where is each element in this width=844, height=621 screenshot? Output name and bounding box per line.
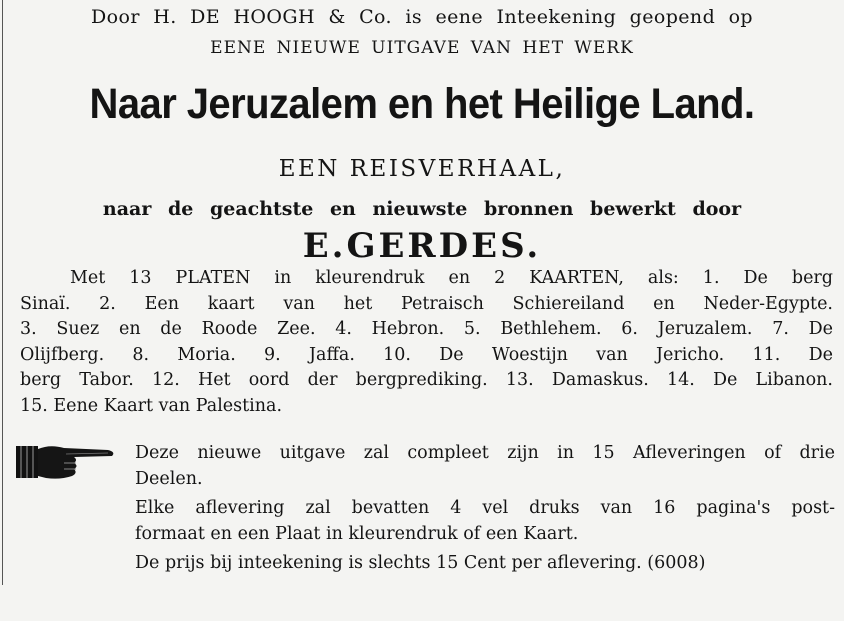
price-line: De prijs bij inteekening is slechts 15 Cent per aflevering. (6008): [135, 553, 706, 573]
note-line: Elke aflevering zal bevatten 4 vel druks van 16 pagina's post-: [135, 498, 835, 518]
notes-block: [135, 441, 835, 577]
author-name: E.GERDES.: [302, 226, 542, 266]
contents-line: 3. Suez en de Roode Zee. 4. Hebron. 5. Bethlehem. 6. Jeruzalem. 7. De: [20, 319, 833, 339]
book-title: Naar Jeruzalem en het Heilige Land.: [89, 80, 755, 128]
book-subtitle: EEN REISVERHAAL,: [278, 156, 566, 182]
pointing-hand-icon: [16, 440, 116, 482]
contents-line: Met 13 PLATEN in kleurendruk en 2 KAARTEN, als: 1. De berg: [70, 268, 833, 288]
edition-line: EENE NIEUWE UITGAVE VAN HET WERK: [210, 38, 634, 58]
contents-line: Sinaï. 2. Een kaart van het Petraisch Schiereiland en Neder-Egypte.: [20, 293, 833, 314]
announcement-line: Door H. DE HOOGH & Co. is eene Inteekening geopend op: [91, 6, 753, 28]
note-line: Deze nieuwe uitgave zal compleet zijn in 15 Afleveringen of drie: [135, 443, 835, 463]
note-line: Deelen.: [135, 468, 203, 489]
note-line: formaat en een Plaat in kleurendruk of een Kaart.: [135, 523, 579, 544]
contents-line: berg Tabor. 12. Het oord der bergprediking. 13. Damaskus. 14. De Libanon.: [20, 370, 833, 390]
contents-line: 15. Eene Kaart van Palestina.: [20, 395, 283, 416]
source-line: naar de geachtste en nieuwste bronnen bewerkt door: [102, 198, 742, 220]
contents-paragraph: [20, 266, 833, 419]
contents-line: Olijfberg. 8. Moria. 9. Jaffa. 10. De Woestijn van Jericho. 11. De: [20, 344, 833, 365]
